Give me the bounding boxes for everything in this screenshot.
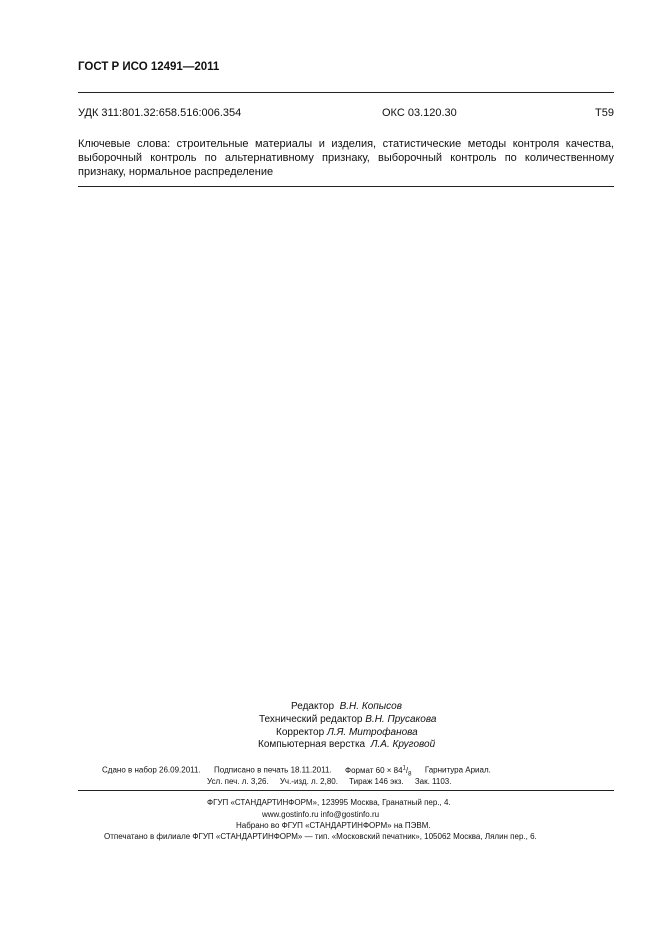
standard-code: ГОСТ Р ИСО 12491—2011 [78, 61, 220, 73]
layout-line [258, 738, 435, 752]
imprint-divider [78, 790, 614, 791]
pub-sheets: Уч.-изд. л. 2,80. [279, 777, 338, 786]
editor-label: Редактор [291, 701, 335, 712]
circulation: Тираж 146 экз. [349, 777, 404, 786]
print-info-line-1 [102, 765, 491, 777]
printed-note: Отпечатано в филиале ФГУП «СТАНДАРТИНФОРМ» — тип. «Московский печатник», 105062 Москва, Лялин пер., 6. [104, 832, 537, 841]
keywords-divider [78, 186, 614, 187]
corrector-name: Л.Я. Митрофанова [326, 727, 418, 738]
layout-name: Л.А. Круговой [370, 739, 436, 750]
editor-line [291, 700, 402, 714]
header-divider [78, 92, 614, 93]
publisher-address: ФГУП «СТАНДАРТИНФОРМ», 123995 Москва, Гранатный пер., 4. [207, 798, 451, 807]
signed-date: Подписано в печать 18.11.2011. [214, 765, 332, 775]
typeface: Гарнитура Ариал. [424, 765, 491, 775]
print-info-line-2 [207, 777, 451, 786]
group-code: T59 [595, 107, 614, 119]
publisher-web: www.gostinfo.ru info@gostinfo.ru [262, 810, 380, 819]
submitted-date: Сдано в набор 26.09.2011. [102, 765, 201, 775]
format-sub: 8 [408, 771, 412, 778]
print-sheets: Усл. печ. л. 3,26. [207, 777, 269, 786]
tech-editor-line [259, 713, 436, 727]
format-sup: 1 [402, 765, 406, 771]
order-number: Зак. 1103. [414, 777, 452, 786]
editor-name: В.Н. Копысов [339, 701, 402, 712]
layout-label: Компьютерная верстка [258, 739, 366, 750]
tech-editor-name: В.Н. Прусакова [365, 714, 437, 725]
corrector-label: Корректор [276, 727, 325, 738]
paper-format: Формат $60 \times 84^1/_8$ [344, 765, 412, 778]
format-prefix: Формат 60 × 84 [344, 765, 403, 775]
udk-code: УДК 311:801.32:658.516:006.354 [78, 107, 242, 119]
typeset-note: Набрано во ФГУП «СТАНДАРТИНФОРМ» на ПЭВМ. [236, 821, 431, 830]
oks-code: ОКС 03.120.30 [382, 107, 457, 119]
keywords-paragraph: Ключевые слова: строительные материалы и изделия, статистические методы контроля качества, выборочный контроль по альтернативному признаку, выборочный контроль по количественному признаку, нормальное распределение [78, 138, 614, 178]
tech-editor-label: Технический редактор [259, 714, 363, 725]
